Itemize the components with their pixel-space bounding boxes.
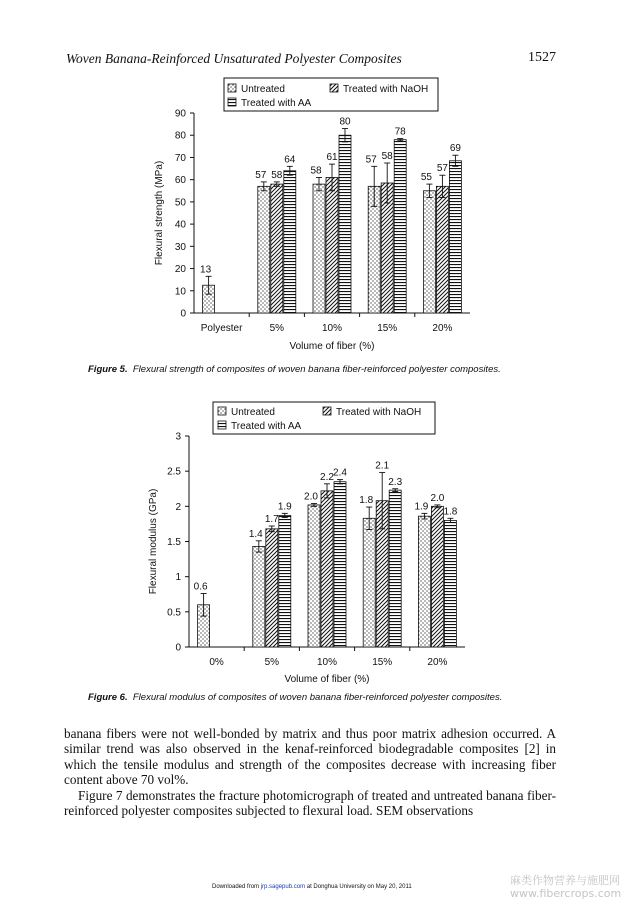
x-tick-label: 5% — [269, 323, 285, 334]
y-tick-label: 2 — [175, 501, 181, 513]
legend-swatch-diagonal — [330, 84, 338, 92]
bar-horizontal — [444, 520, 456, 647]
watermark-line-2: www.fibercrops.com — [510, 887, 622, 900]
bar-diagonal — [431, 506, 443, 647]
data-label: 2.4 — [333, 467, 347, 479]
x-tick-label: 20% — [427, 657, 448, 668]
data-label: 2.3 — [388, 476, 403, 488]
footer-prefix: Downloaded from — [212, 884, 260, 890]
y-tick-label: 20 — [174, 264, 186, 276]
data-label: 69 — [449, 143, 461, 155]
data-label: 61 — [326, 152, 338, 164]
legend-label: Treated with NaOH — [343, 84, 429, 95]
figure-6-label: Figure 6. — [88, 692, 128, 703]
data-label: 0.6 — [193, 581, 208, 593]
bar-horizontal — [279, 515, 291, 647]
data-label: 2.0 — [304, 491, 318, 503]
figure-5-text: Flexural strength of composites of woven banana fiber-reinforced polyester composites. — [132, 364, 501, 375]
data-label: 1.4 — [248, 528, 263, 540]
data-label: 57 — [365, 154, 377, 166]
data-label: 80 — [339, 116, 351, 128]
bar-horizontal — [334, 482, 346, 647]
watermark-line-1: 麻类作物营养与施肥网 — [510, 874, 620, 887]
bar-dots — [253, 546, 265, 647]
bar-dots — [308, 505, 320, 647]
bar-horizontal — [284, 171, 296, 313]
bar-diagonal — [326, 177, 338, 313]
legend-label: Untreated — [241, 84, 285, 95]
legend-swatch-dots — [218, 407, 226, 415]
data-label: 64 — [284, 154, 296, 166]
page-number: 1527 — [528, 50, 556, 65]
data-label: 2.2 — [320, 471, 334, 483]
y-tick-label: 60 — [174, 175, 186, 187]
y-tick-label: 50 — [174, 197, 186, 209]
footer-suffix: at Donghua University on May 20, 2011 — [306, 884, 412, 890]
data-label: 1.7 — [264, 514, 279, 526]
y-tick-label: 1 — [175, 572, 181, 584]
bar-diagonal — [266, 529, 278, 647]
legend-swatch-diagonal — [323, 407, 331, 415]
x-tick-label: 20% — [432, 323, 453, 334]
data-label: 2.0 — [430, 492, 445, 504]
bar-diagonal — [321, 491, 333, 647]
data-label: 58 — [271, 169, 283, 181]
download-footer — [212, 884, 412, 890]
data-label: 1.9 — [277, 501, 292, 513]
flexural-strength-chart — [0, 70, 635, 360]
x-tick-label: 10% — [316, 657, 338, 668]
data-label: 58 — [310, 165, 322, 177]
x-tick-label: 15% — [372, 657, 393, 668]
x-tick-label: 10% — [321, 323, 343, 334]
x-axis-title: Volume of fiber (%) — [284, 674, 370, 685]
data-label: 2.1 — [375, 460, 390, 472]
footer-link[interactable]: jrp.sagepub.com — [260, 884, 306, 890]
figure-6-caption — [88, 692, 502, 703]
x-tick-label: 5% — [264, 657, 280, 668]
figure-5-caption — [88, 364, 501, 375]
y-tick-label: 3 — [175, 431, 181, 443]
data-label: 1.8 — [359, 495, 374, 507]
data-label: 13 — [200, 264, 212, 276]
y-tick-label: 30 — [174, 241, 186, 253]
bar-dots — [418, 516, 430, 647]
body-paragraph-2: Figure 7 demonstrates the fracture photomicrograph of treated and untreated banana fiber-reinforced polyester composites subjected to flexural load. SEM observations — [64, 787, 556, 819]
bar-dots — [423, 191, 435, 313]
data-label: 58 — [381, 151, 393, 162]
y-tick-label: 70 — [174, 152, 186, 164]
y-tick-label: 0 — [180, 308, 186, 320]
bar-dots — [313, 184, 325, 313]
body-paragraph-1: banana fibers were not well-bonded by matrix and thus poor matrix adhesion occurred. A similar trend was also observed in the kenaf-reinforced biodegradable composites [2] in which the tensile modulus and strength of the composites decrease with increasing fiber content above 70 vol%. — [64, 726, 556, 788]
legend-swatch-horizontal — [218, 421, 226, 429]
body-text — [64, 726, 556, 818]
x-axis-title: Volume of fiber (%) — [289, 341, 375, 352]
running-title: Woven Banana-Reinforced Unsaturated Polyester Composites — [66, 51, 402, 66]
y-axis-title: Flexural strength (MPa) — [154, 160, 165, 266]
y-tick-label: 40 — [174, 219, 186, 231]
legend-label: Treated with AA — [241, 98, 312, 109]
y-tick-label: 0 — [175, 642, 181, 654]
legend-label: Untreated — [231, 407, 275, 418]
legend-swatch-dots — [228, 84, 236, 92]
y-tick-label: 80 — [174, 130, 186, 142]
bar-horizontal — [449, 161, 461, 313]
y-tick-label: 90 — [174, 108, 186, 120]
legend-swatch-horizontal — [228, 98, 236, 106]
y-tick-label: 1.5 — [167, 537, 181, 548]
bar-diagonal — [271, 184, 283, 313]
figure-6-text: Flexural modulus of composites of woven banana fiber-reinforced polyester composites. — [132, 692, 503, 703]
legend-label: Treated with NaOH — [336, 407, 422, 418]
x-tick-label: Polyester — [200, 323, 243, 334]
bar-horizontal — [339, 135, 351, 313]
data-label: 55 — [420, 172, 432, 184]
data-label: 1.8 — [443, 506, 458, 518]
data-label: 57 — [255, 169, 267, 181]
flexural-modulus-chart — [0, 395, 635, 687]
data-label: 57 — [436, 163, 448, 175]
bar-dots — [258, 186, 270, 313]
bar-diagonal — [436, 186, 448, 313]
legend-label: Treated with AA — [231, 421, 302, 432]
x-tick-label: 0% — [209, 657, 224, 668]
figure-5-label: Figure 5. — [88, 364, 128, 375]
y-tick-label: 2.5 — [167, 466, 181, 478]
y-axis-title: Flexural modulus (GPa) — [148, 488, 159, 595]
bar-horizontal — [389, 490, 401, 647]
bar-horizontal — [394, 140, 406, 313]
data-label: 1.9 — [414, 501, 429, 513]
data-label: 78 — [394, 126, 406, 138]
bar-dots — [363, 518, 375, 647]
x-tick-label: 15% — [377, 323, 398, 334]
y-tick-label: 0.5 — [167, 607, 181, 619]
y-tick-label: 10 — [174, 286, 186, 298]
